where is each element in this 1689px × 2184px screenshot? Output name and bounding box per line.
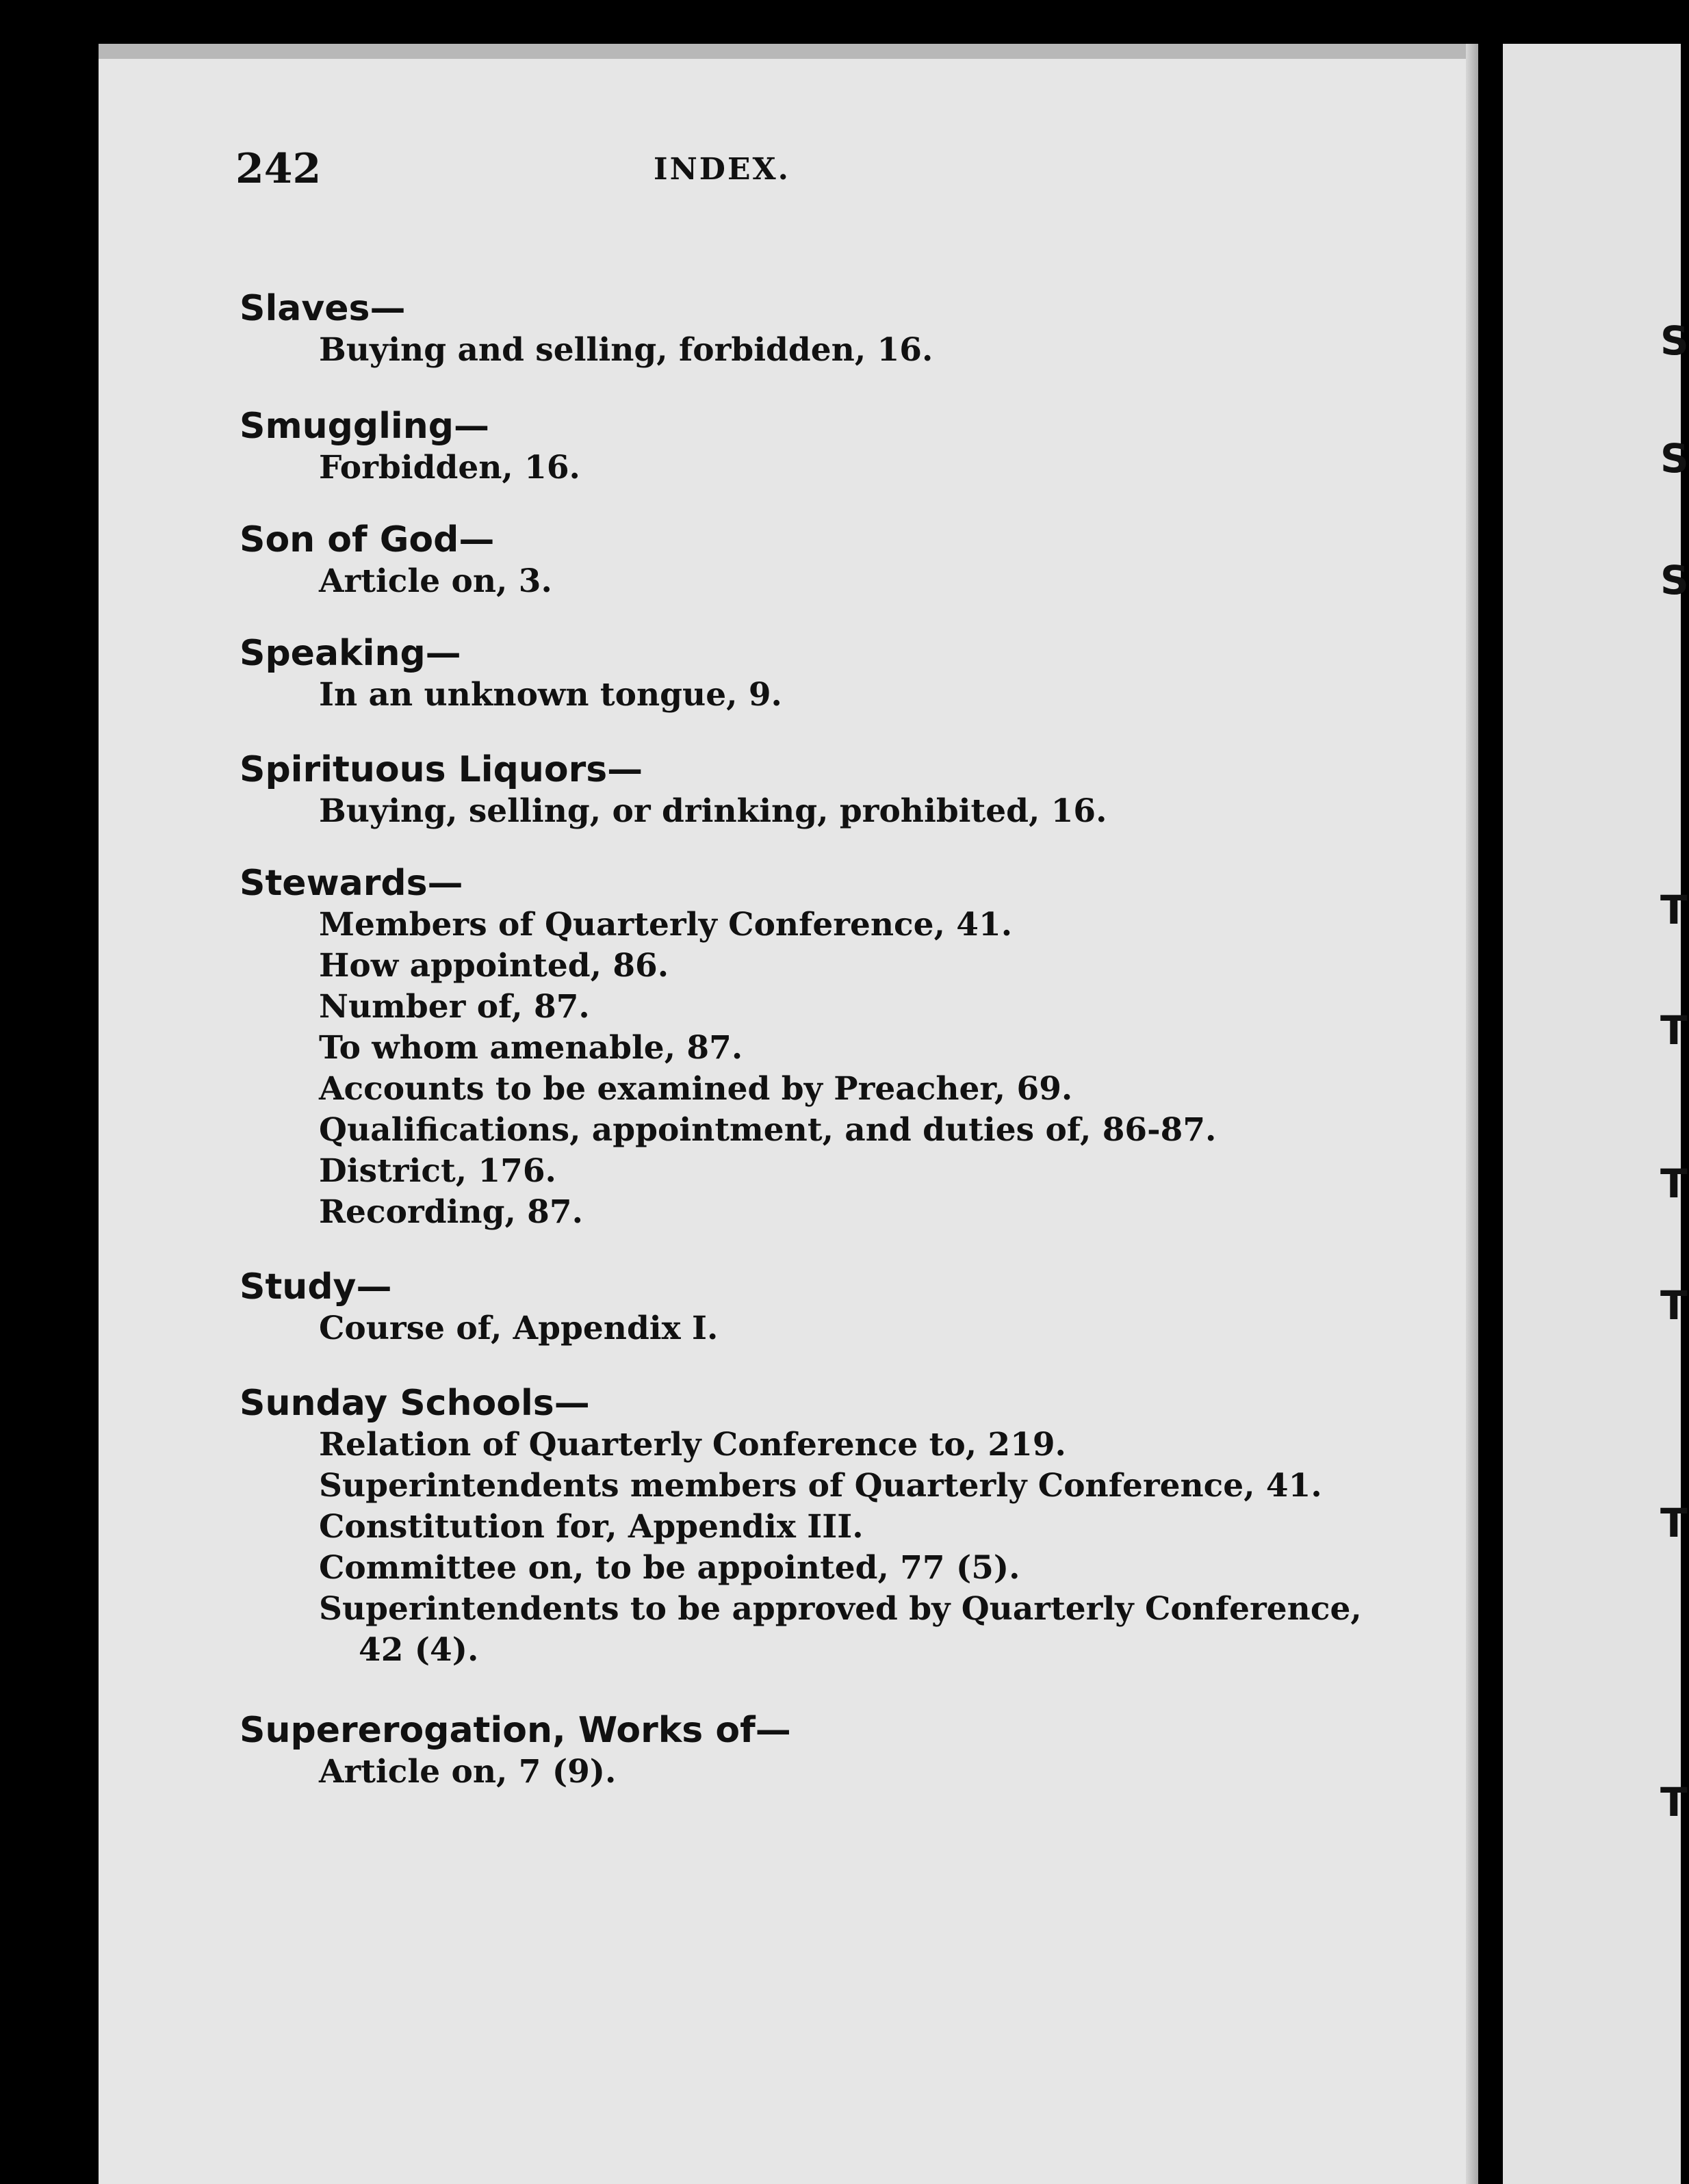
index-entry-sunday-schools: [240, 1382, 1362, 1671]
index-heading: Supererogation, Works of—: [240, 1710, 791, 1751]
facing-page-edge: [1503, 44, 1689, 2184]
index-subentry: Constitution for, Appendix III.: [319, 1508, 864, 1546]
facing-page-letter: T: [1660, 1160, 1688, 1207]
index-subentry: In an unknown tongue, 9.: [319, 676, 782, 714]
index-subentry: Superintendents members of Quarterly Conference, 41.: [319, 1467, 1322, 1505]
index-subentry: To whom amenable, 87.: [319, 1029, 743, 1067]
index-heading: Son of God—: [240, 519, 495, 560]
index-subentry: Buying and selling, forbidden, 16.: [319, 331, 933, 369]
index-heading: Smuggling—: [240, 406, 489, 447]
running-head: INDEX.: [654, 152, 790, 187]
index-subentry: Course of, Appendix I.: [319, 1310, 719, 1347]
facing-page-letter: T: [1660, 1282, 1688, 1329]
index-subentry: Number of, 87.: [319, 988, 590, 1026]
index-subentry: Recording, 87.: [319, 1193, 583, 1231]
facing-page-letter: T: [1660, 1779, 1688, 1825]
index-subentry: Members of Quarterly Conference, 41.: [319, 906, 1013, 944]
index-heading: Sunday Schools—: [240, 1383, 590, 1424]
index-heading: Slaves—: [240, 288, 406, 329]
index-entry-supererogation: [240, 1709, 1362, 1793]
index-entry-stewards: [240, 862, 1362, 1233]
facing-page-letter: T: [1660, 1007, 1688, 1054]
page-gutter-shadow: [1466, 44, 1478, 2184]
facing-page-letter: T: [1660, 887, 1688, 933]
page-number: 242: [235, 145, 322, 193]
page-top-edge: [99, 44, 1478, 59]
index-subentry: District, 176.: [319, 1152, 556, 1190]
index-subentry: Article on, 7 (9).: [319, 1753, 617, 1791]
index-subentry: Forbidden, 16.: [319, 449, 580, 486]
index-entry-son-of-god: [240, 519, 1362, 602]
index-subentry: Relation of Quarterly Conference to, 219.: [319, 1426, 1066, 1464]
index-heading: Stewards—: [240, 863, 463, 904]
index-subentry: Qualifications, appointment, and duties of, 86-87.: [319, 1111, 1217, 1149]
index-entry-speaking: [240, 632, 1362, 716]
index-heading: Speaking—: [240, 633, 461, 674]
index-entry-slaves: [240, 287, 1362, 371]
index-subentry: Accounts to be examined by Preacher, 69.: [319, 1070, 1073, 1108]
index-subentry: Committee on, to be appointed, 77 (5).: [319, 1549, 1020, 1587]
index-entry-smuggling: [240, 405, 1362, 489]
index-subentry: Superintendents to be approved by Quarterly Conference, 42 (4).: [319, 1590, 1362, 1669]
facing-page-letter: S: [1660, 435, 1689, 482]
facing-page-letter: S: [1660, 317, 1689, 364]
index-entries: [240, 287, 1362, 1793]
index-entry-study: [240, 1266, 1362, 1349]
facing-page-letter: T: [1660, 1500, 1688, 1546]
index-subentry: How appointed, 86.: [319, 947, 669, 985]
index-subentry: Article on, 3.: [319, 562, 552, 600]
index-entry-spirituous-liquors: [240, 749, 1362, 832]
facing-page-letter: S: [1660, 557, 1689, 603]
index-heading: Spirituous Liquors—: [240, 749, 643, 790]
index-heading: Study—: [240, 1266, 392, 1308]
index-subentry: Buying, selling, or drinking, prohibited, 16.: [319, 792, 1107, 830]
